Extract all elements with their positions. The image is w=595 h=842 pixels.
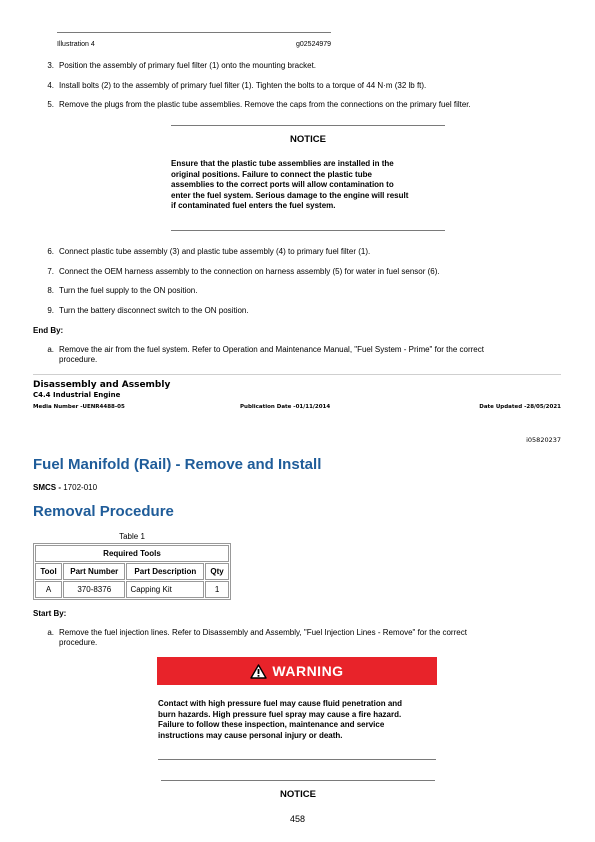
page-title: Fuel Manifold (Rail) - Remove and Install (33, 456, 322, 473)
table-title-row (35, 545, 229, 562)
header-tool: Tool (35, 563, 62, 580)
end-by-heading: End By: (33, 326, 64, 335)
table-row (35, 581, 229, 598)
notice-1-text: Ensure that the plastic tube assemblies are installed in the original positions. Failure to connect the plastic tube assemblies to the correct ports will allow contamination to enter the fuel system. Serious damage to the engine will result if contaminated fuel enters the fuel system. (171, 159, 409, 211)
warning-bottom-rule (158, 759, 436, 760)
date-updated: Date Updated -28/05/2021 (479, 404, 561, 410)
illustration-top-rule (57, 32, 331, 33)
media-number: Media Number -UENR4488-05 (33, 404, 125, 410)
table-caption: Table 1 (119, 532, 145, 541)
cell-qty: 1 (205, 581, 229, 598)
header-part-number: Part Number (63, 563, 125, 580)
section-divider (33, 374, 561, 375)
document-id: i05820237 (526, 436, 561, 444)
cell-tool: A (35, 581, 62, 598)
warning-text: Contact with high pressure fuel may cause fluid penetration and burn hazards. High pressure fuel spray may cause a fire hazard. Failure to follow these inspection, maintenance and service instructions may cause personal injury or death. (158, 699, 403, 740)
page-number: 458 (289, 814, 306, 824)
notice-1-bottom-rule (171, 230, 445, 231)
notice-1-title: NOTICE (290, 134, 326, 145)
illustration-code: g02524979 (296, 41, 332, 48)
header-part-description: Part Description (126, 563, 204, 580)
removal-procedure-heading: Removal Procedure (33, 503, 174, 520)
start-by-item: a. Remove the fuel injection lines. Refer to Disassembly and Assembly, "Fuel Injection Lines - Remove" for the correct procedure. (47, 628, 467, 647)
cell-part-number: 370-8376 (63, 581, 125, 598)
cell-part-description: Capping Kit (126, 581, 204, 598)
start-by-heading: Start By: (33, 609, 67, 618)
notice-1-top-rule (171, 125, 445, 126)
end-by-item: a. Remove the air from the fuel system. Refer to Operation and Maintenance Manual, "Fuel System - Prime" for the correct procedure. (47, 345, 484, 364)
section-title: Disassembly and Assembly (33, 380, 171, 390)
table-title: Required Tools (35, 545, 229, 562)
notice-2-top-rule (161, 780, 435, 781)
publication-date: Publication Date -01/11/2014 (240, 404, 331, 410)
header-qty: Qty (205, 563, 229, 580)
smcs-code (33, 483, 97, 493)
required-tools-table (33, 543, 231, 600)
table-header-row (35, 563, 229, 580)
warning-triangle-icon (250, 664, 267, 679)
engine-model: C4.4 Industrial Engine (33, 391, 121, 399)
smcs-value: 1702-010 (63, 483, 98, 492)
notice-2-title: NOTICE (280, 789, 316, 800)
illustration-label: Illustration 4 (57, 41, 95, 48)
warning-label: WARNING (272, 663, 344, 679)
warning-banner (157, 657, 437, 685)
smcs-label: SMCS - (33, 483, 61, 492)
